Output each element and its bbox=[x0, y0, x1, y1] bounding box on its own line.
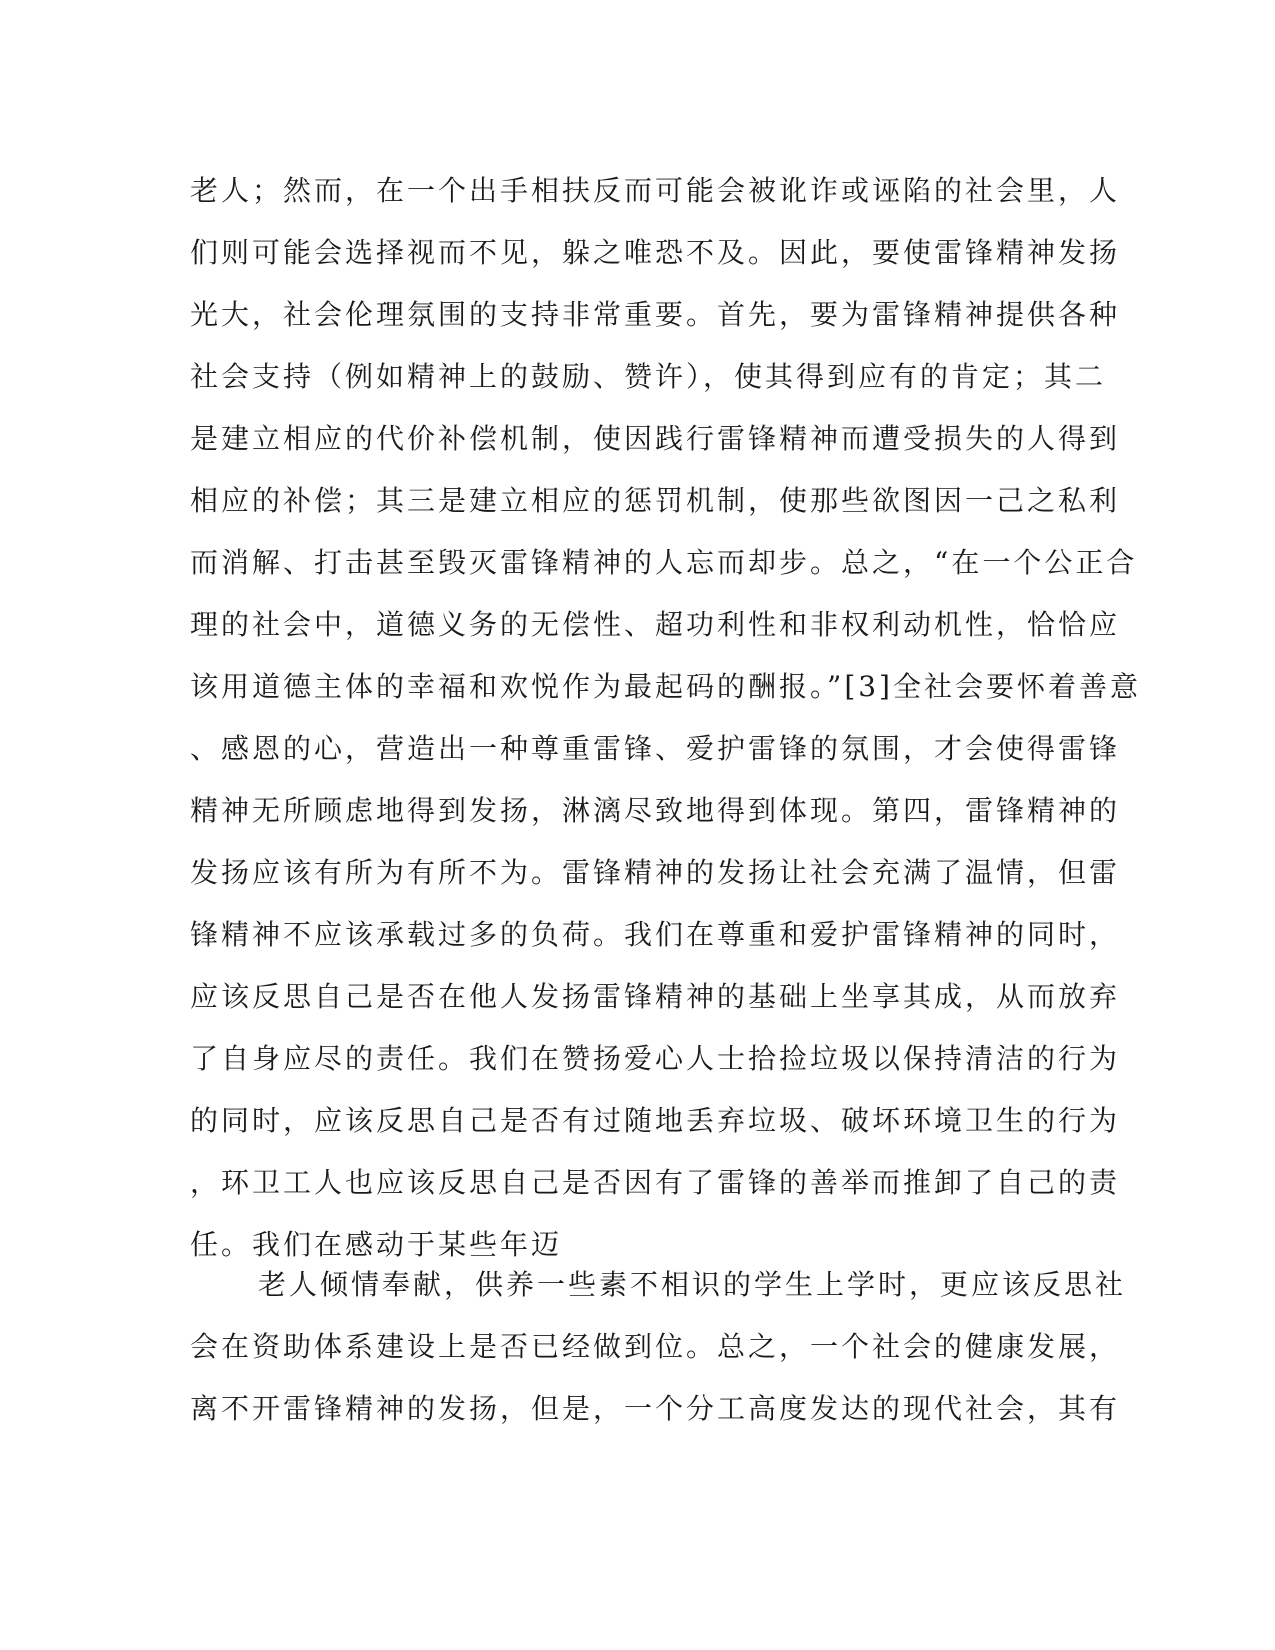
text-line: 老人；然而，在一个出手相扶反而可能会被讹诈或诬陷的社会里，人 bbox=[190, 174, 1121, 207]
text-line: 了自身应尽的责任。我们在赞扬爱心人士拾捡垃圾以保持清洁的行为 bbox=[190, 1042, 1121, 1075]
text-line: 离不开雷锋精神的发扬，但是，一个分工高度发达的现代社会，其有 bbox=[190, 1392, 1121, 1425]
text-line: 相应的补偿；其三是建立相应的惩罚机制，使那些欲图因一己之私利 bbox=[190, 484, 1121, 517]
text-line: 任。我们在感动于某些年迈 bbox=[190, 1228, 563, 1261]
text-line: 、感恩的心，营造出一种尊重雷锋、爱护雷锋的氛围，才会使得雷锋 bbox=[190, 732, 1121, 765]
text-line: 发扬应该有所为有所不为。雷锋精神的发扬让社会充满了温情，但雷 bbox=[190, 856, 1121, 889]
text-line: 会在资助体系建设上是否已经做到位。总之，一个社会的健康发展， bbox=[190, 1330, 1121, 1363]
paragraph-1 bbox=[190, 160, 1141, 1276]
text-line: 光大，社会伦理氛围的支持非常重要。首先，要为雷锋精神提供各种 bbox=[190, 298, 1121, 331]
text-line: 应该反思自己是否在他人发扬雷锋精神的基础上坐享其成，从而放弃 bbox=[190, 980, 1121, 1013]
text-line: 社会支持（例如精神上的鼓励、赞许），使其得到应有的肯定；其二 bbox=[190, 360, 1107, 393]
text-line: 该用道德主体的幸福和欢悦作为最起码的酬报。”[3]全社会要怀着善意 bbox=[190, 670, 1141, 703]
text-line: 理的社会中，道德义务的无偿性、超功利性和非权利动机性，恰恰应 bbox=[190, 608, 1121, 641]
text-line: 是建立相应的代价补偿机制，使因践行雷锋精神而遭受损失的人得到 bbox=[190, 422, 1121, 455]
text-line: 老人倾情奉献，供养一些素不相识的学生上学时，更应该反思社 bbox=[258, 1268, 1127, 1301]
text-line: 锋精神不应该承载过多的负荷。我们在尊重和爱护雷锋精神的同时， bbox=[190, 918, 1121, 951]
paragraph-2 bbox=[190, 1254, 1127, 1440]
text-line: ，环卫工人也应该反思自己是否因有了雷锋的善举而推卸了自己的责 bbox=[190, 1166, 1121, 1199]
text-line: 而消解、打击甚至毁灭雷锋精神的人忘而却步。总之，“在一个公正合 bbox=[190, 546, 1138, 579]
text-line: 们则可能会选择视而不见，躲之唯恐不及。因此，要使雷锋精神发扬 bbox=[190, 236, 1121, 269]
text-line: 的同时，应该反思自己是否有过随地丢弃垃圾、破坏环境卫生的行为 bbox=[190, 1104, 1121, 1137]
text-line: 精神无所顾虑地得到发扬，淋漓尽致地得到体现。第四，雷锋精神的 bbox=[190, 794, 1121, 827]
